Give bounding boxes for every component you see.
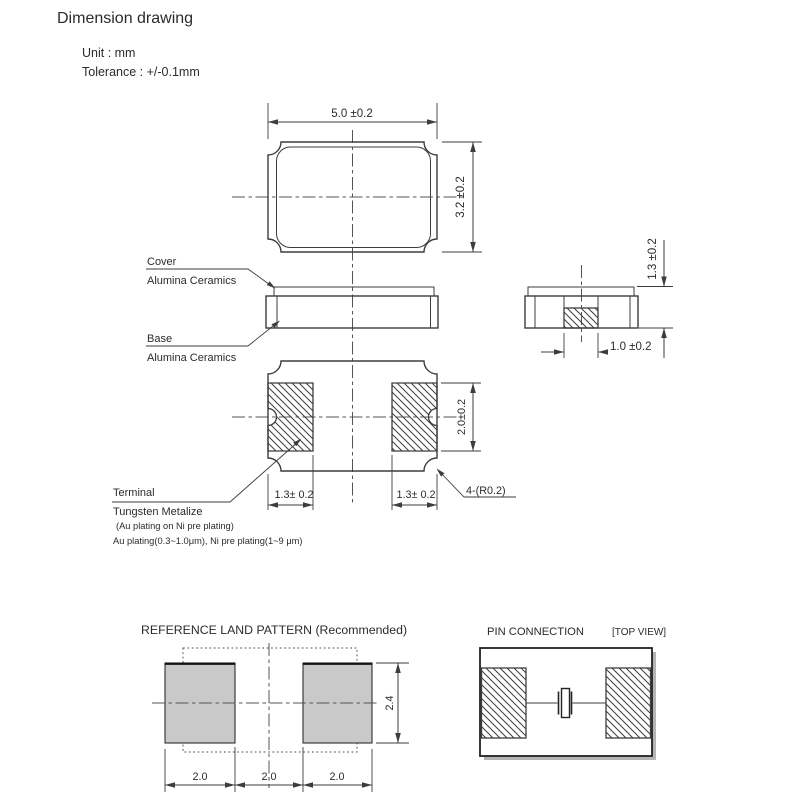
land-pattern-height-dimension: 2.4	[384, 695, 396, 711]
land-pattern-title: REFERENCE LAND PATTERN (Recommended)	[141, 623, 408, 637]
arrowhead	[427, 502, 437, 508]
leader-arrowhead	[267, 281, 277, 290]
base-material-label: Alumina Ceramics	[147, 352, 237, 364]
right-pad-dimension: 1.3± 0.2	[396, 489, 436, 501]
pin-connection-view-label: [TOP VIEW]	[612, 627, 667, 638]
plating-note-2: Au plating(0.3~1.0μm), Ni pre plating(1~9 μm)	[113, 536, 303, 546]
arrowhead	[268, 119, 278, 125]
cover-material-label: Alumina Ceramics	[147, 275, 237, 287]
unit-note: Unit : mm	[82, 46, 136, 60]
pin-connection-right-pad	[606, 668, 651, 738]
plating-note-1: (Au plating on Ni pre plating)	[116, 521, 234, 531]
terminal-label: Terminal	[113, 487, 155, 499]
arrowhead	[303, 502, 313, 508]
pin-connection-title: PIN CONNECTION	[487, 626, 584, 638]
arrowhead	[470, 142, 476, 152]
tolerance-note: Tolerance : +/-0.1mm	[82, 65, 200, 79]
arrowhead	[661, 328, 667, 338]
corner-radius-note: 4-(R0.2)	[466, 485, 506, 497]
land-pattern	[141, 623, 409, 792]
end-view-center-pad-dimension: 1.0 ±0.2	[610, 341, 652, 353]
pad-height-dimension: 2.0±0.2	[456, 399, 468, 435]
side-view-cover	[274, 287, 434, 296]
land-pattern-pad-width-dimension: 2.0	[329, 771, 345, 783]
top-view-width-dimension: 5.0 ±0.2	[331, 108, 373, 120]
left-pad-dimension: 1.3± 0.2	[274, 489, 314, 501]
arrowhead	[165, 782, 175, 788]
arrowhead	[362, 782, 372, 788]
arrowhead	[235, 782, 245, 788]
land-pattern-right-pad	[303, 663, 372, 743]
arrowhead	[554, 349, 564, 355]
arrowhead	[395, 733, 401, 743]
arrowhead	[293, 782, 303, 788]
pin-connection-left-pad	[482, 668, 527, 738]
arrowhead	[470, 383, 476, 393]
end-view-center-terminal	[564, 308, 598, 328]
cover-label: Cover	[147, 256, 177, 268]
pin-connection	[480, 626, 666, 760]
arrowhead	[268, 502, 278, 508]
side-view	[146, 256, 438, 364]
arrowhead	[427, 119, 437, 125]
arrowhead	[395, 663, 401, 673]
land-pattern-pad-width-dimension: 2.0	[192, 771, 208, 783]
arrowhead	[225, 782, 235, 788]
end-view	[525, 238, 673, 358]
end-view-height-dimension: 1.3 ±0.2	[647, 238, 659, 280]
bottom-view	[112, 361, 516, 546]
arrowhead	[392, 502, 402, 508]
arrowhead	[661, 277, 667, 287]
land-pattern-gap-dimension: 2.0	[261, 771, 277, 783]
arrowhead	[598, 349, 608, 355]
base-label: Base	[147, 333, 173, 345]
page-title: Dimension drawing	[57, 10, 194, 27]
terminal-material-label: Tungsten Metalize	[113, 506, 203, 518]
arrowhead	[303, 782, 313, 788]
top-view-height-dimension: 3.2 ±0.2	[455, 176, 467, 218]
arrowhead	[470, 242, 476, 252]
arrowhead	[470, 441, 476, 451]
